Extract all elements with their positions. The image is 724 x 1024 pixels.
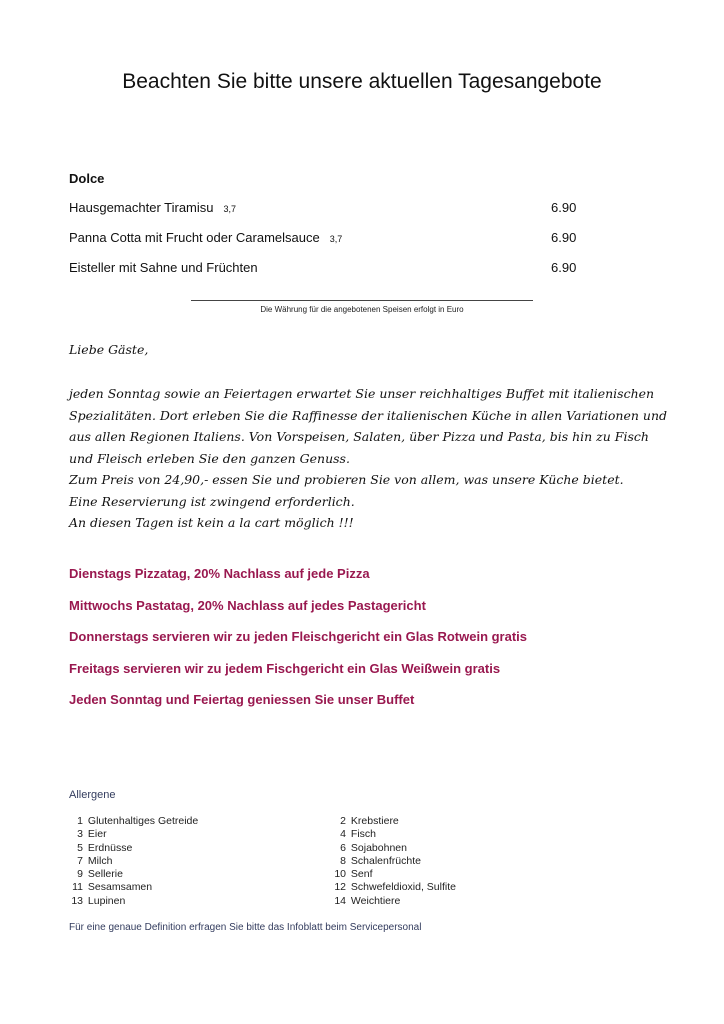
promotion-item: Dienstags Pizzatag, 20% Nachlass auf jede Pizza — [69, 566, 370, 581]
section-heading-dolce: Dolce — [69, 171, 105, 186]
menu-item-name: Eisteller mit Sahne und Früchten — [69, 260, 258, 275]
allergen-label: Schwefeldioxid, Sulfite — [350, 881, 456, 894]
allergen-number: 11 — [72, 881, 83, 894]
menu-item-price: 6.90 — [551, 200, 577, 215]
allergen-item — [332, 815, 456, 828]
letter-line: Spezialitäten. Dort erleben Sie die Raffinesse der italienischen Küche in allen Variationen und — [69, 407, 668, 423]
allergen-footnote: Für eine genaue Definition erfragen Sie bitte das Infoblatt beim Servicepersonal — [69, 922, 422, 933]
letter-line: An diesen Tagen ist kein a la cart möglich !!! — [69, 515, 354, 530]
dessert-menu — [69, 200, 589, 290]
letter-greeting: Liebe Gäste, — [69, 342, 149, 357]
allergen-column-left — [69, 815, 198, 908]
allergen-number: 7 — [77, 854, 83, 867]
allergen-label: Sojabohnen — [350, 841, 407, 854]
allergen-item — [332, 842, 456, 855]
allergen-number: 10 — [334, 868, 346, 881]
menu-item-price: 6.90 — [551, 230, 577, 245]
allergen-number: 1 — [77, 815, 83, 827]
page-title: Beachten Sie bitte unsere aktuellen Tagesangebote — [122, 70, 602, 93]
allergen-label: Schalenfrüchte — [350, 854, 421, 867]
allergen-number: 12 — [334, 881, 346, 894]
menu-item-allergens: 3,7 — [223, 204, 237, 214]
allergen-number: 8 — [340, 854, 346, 867]
allergen-number: 14 — [334, 894, 346, 907]
allergen-number: 5 — [77, 841, 83, 854]
allergen-number: 4 — [340, 828, 346, 841]
promotion-item: Mittwochs Pastatag, 20% Nachlass auf jedes Pastagericht — [69, 597, 426, 613]
allergen-label: Lupinen — [87, 894, 126, 907]
allergen-label: Weichtiere — [350, 894, 401, 907]
allergen-item — [69, 881, 198, 894]
allergen-item — [69, 842, 198, 855]
letter-body — [69, 383, 668, 534]
menu-item — [69, 230, 589, 260]
allergen-item — [69, 895, 198, 908]
letter-line: Eine Reservierung ist zwingend erforderlich. — [69, 493, 355, 509]
allergen-item — [332, 895, 456, 908]
allergen-label: Sesamsamen — [87, 881, 153, 894]
letter-line: und Fleisch erleben Sie den ganzen Genuss. — [69, 450, 350, 466]
allergen-item — [332, 868, 456, 881]
allergen-label: Krebstiere — [350, 815, 399, 827]
allergen-item — [332, 828, 456, 841]
allergen-item — [332, 881, 456, 894]
allergen-item — [69, 815, 198, 828]
allergen-label: Milch — [87, 854, 113, 867]
allergen-item — [69, 855, 198, 868]
allergen-label: Sellerie — [87, 868, 123, 881]
allergen-label: Senf — [350, 868, 373, 881]
allergen-number: 9 — [77, 868, 83, 881]
menu-item — [69, 200, 589, 230]
currency-note: Die Währung für die angebotenen Speisen erfolgt in Euro — [260, 305, 464, 314]
menu-item — [69, 260, 589, 290]
allergen-item — [69, 828, 198, 841]
allergen-number: 6 — [340, 841, 346, 854]
menu-item-allergens: 3,7 — [329, 234, 343, 244]
menu-item-price: 6.90 — [551, 260, 577, 275]
letter-line: jeden Sonntag sowie an Feiertagen erwartet Sie unser reichhaltiges Buffet mit italienischen — [69, 386, 655, 401]
promotion-item: Donnerstags servieren wir zu jeden Fleischgericht ein Glas Rotwein gratis — [69, 629, 528, 644]
allergen-heading: Allergene — [69, 789, 116, 801]
divider — [191, 300, 533, 301]
allergen-item — [69, 868, 198, 881]
allergen-item — [332, 855, 456, 868]
menu-item-name: Panna Cotta mit Frucht oder Caramelsauce — [69, 230, 320, 245]
promotions-list — [69, 566, 527, 724]
letter-line: aus allen Regionen Italiens. Von Vorspeisen, Salaten, über Pizza und Pasta, bis hin zu Fisch — [69, 429, 649, 444]
allergen-column-right — [332, 815, 456, 908]
allergen-label: Fisch — [350, 828, 377, 841]
allergen-label: Glutenhaltiges Getreide — [87, 815, 199, 827]
allergen-number: 3 — [77, 828, 83, 841]
allergen-number: 13 — [71, 894, 83, 907]
menu-item-name: Hausgemachter Tiramisu — [69, 200, 214, 215]
promotion-item: Jeden Sonntag und Feiertag geniessen Sie unser Buffet — [69, 692, 415, 707]
promotion-item: Freitags servieren wir zu jedem Fischgericht ein Glas Weißwein gratis — [69, 660, 501, 676]
letter-line: Zum Preis von 24,90,- essen Sie und probieren Sie von allem, was unsere Küche bietet. — [69, 472, 624, 487]
allergen-number: 2 — [340, 815, 346, 827]
allergen-label: Eier — [87, 828, 107, 841]
allergen-label: Erdnüsse — [87, 841, 133, 854]
